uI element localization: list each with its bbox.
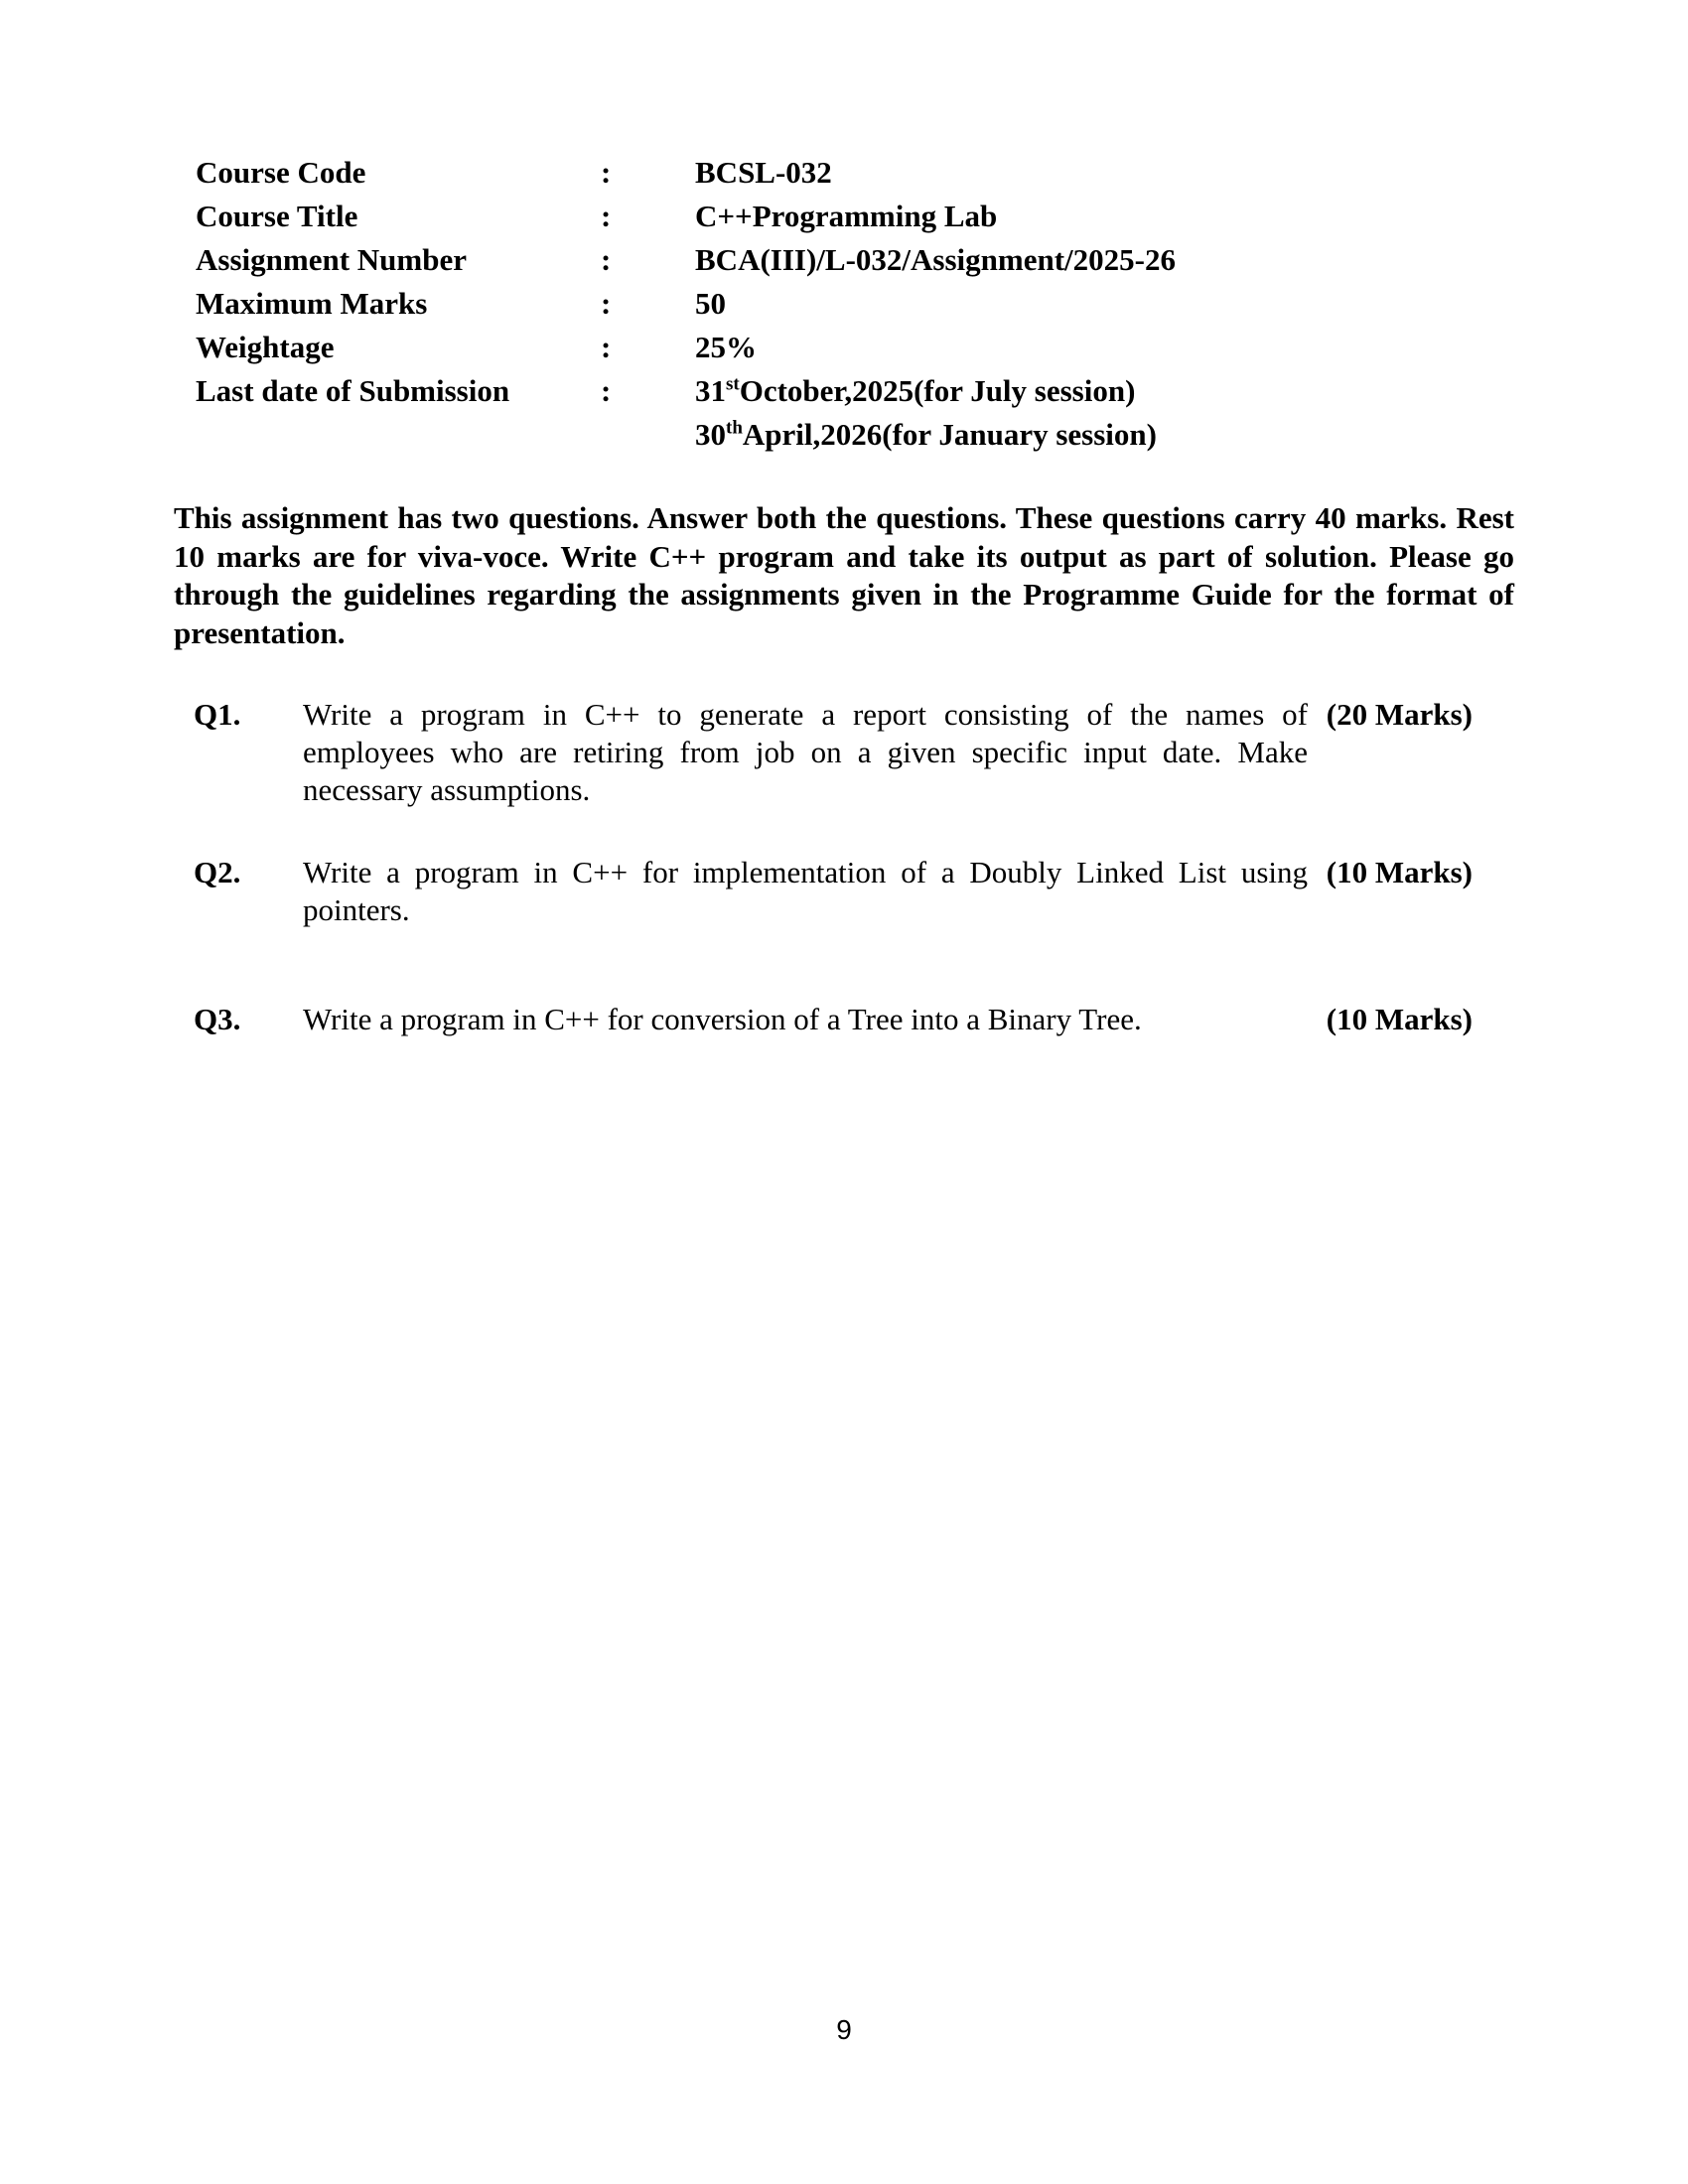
meta-separator: :	[601, 199, 612, 233]
meta-value: 25%	[695, 330, 757, 364]
meta-row-weightage	[196, 326, 1176, 369]
meta-row-last-date-of-submission	[196, 369, 1176, 457]
meta-separator: :	[601, 155, 612, 190]
page-number: 9	[836, 2014, 852, 2045]
meta-separator: :	[601, 330, 612, 364]
meta-row-course-code	[196, 151, 1176, 195]
assignment-metadata	[196, 151, 1176, 457]
question-number: Q3.	[194, 1002, 241, 1036]
meta-row-course-title	[196, 195, 1176, 238]
question-text: Write a program in C++ to generate a report consisting of the names of employees who are retiring from job on a given specific input date. Make necessary assumptions.	[303, 697, 1308, 807]
meta-separator: :	[601, 286, 612, 321]
question-text: Write a program in C++ for implementation of a Doubly Linked List using pointers.	[303, 855, 1308, 927]
question-marks: (10 Marks)	[1326, 1002, 1473, 1036]
submission-ordinal: st	[726, 373, 740, 395]
meta-separator: :	[601, 373, 612, 408]
meta-label: Course Title	[196, 199, 358, 233]
meta-value: C++Programming Lab	[695, 199, 998, 233]
submission-day: 31	[695, 373, 726, 408]
question-marks: (10 Marks)	[1326, 855, 1473, 889]
submission-day: 30	[695, 417, 726, 452]
intro-paragraph: This assignment has two questions. Answer both the questions. These questions carry 40 marks. Rest 10 marks are for viva-voce. Write C++ program and take its output as part of solution. Please go through the guidelines regarding the assignments given in the Programme Guide for the format of presentation.	[174, 500, 1514, 650]
submission-ordinal: th	[726, 417, 743, 439]
meta-row-assignment-number	[196, 238, 1176, 282]
question-text: Write a program in C++ for conversion of a Tree into a Binary Tree.	[303, 1002, 1142, 1036]
meta-value: BCA(III)/L-032/Assignment/2025-26	[695, 242, 1176, 277]
meta-value: BCSL-032	[695, 155, 832, 190]
meta-separator: :	[601, 242, 612, 277]
meta-value: 50	[695, 286, 726, 321]
question-3	[194, 1001, 1473, 1038]
submission-dates	[695, 369, 1176, 457]
question-number: Q2.	[194, 855, 241, 889]
submission-rest: April,2026(for January session)	[742, 417, 1157, 452]
submission-date-july	[695, 369, 1176, 413]
meta-label: Last date of Submission	[196, 373, 510, 408]
question-2	[194, 854, 1473, 929]
meta-label: Weightage	[196, 330, 335, 364]
meta-label: Assignment Number	[196, 242, 467, 277]
question-1	[194, 696, 1473, 809]
submission-rest: October,2025(for July session)	[739, 373, 1136, 408]
question-marks: (20 Marks)	[1326, 697, 1473, 732]
meta-label: Course Code	[196, 155, 366, 190]
meta-row-maximum-marks	[196, 282, 1176, 326]
submission-date-january	[695, 413, 1176, 457]
meta-label: Maximum Marks	[196, 286, 428, 321]
question-number: Q1.	[194, 697, 241, 732]
